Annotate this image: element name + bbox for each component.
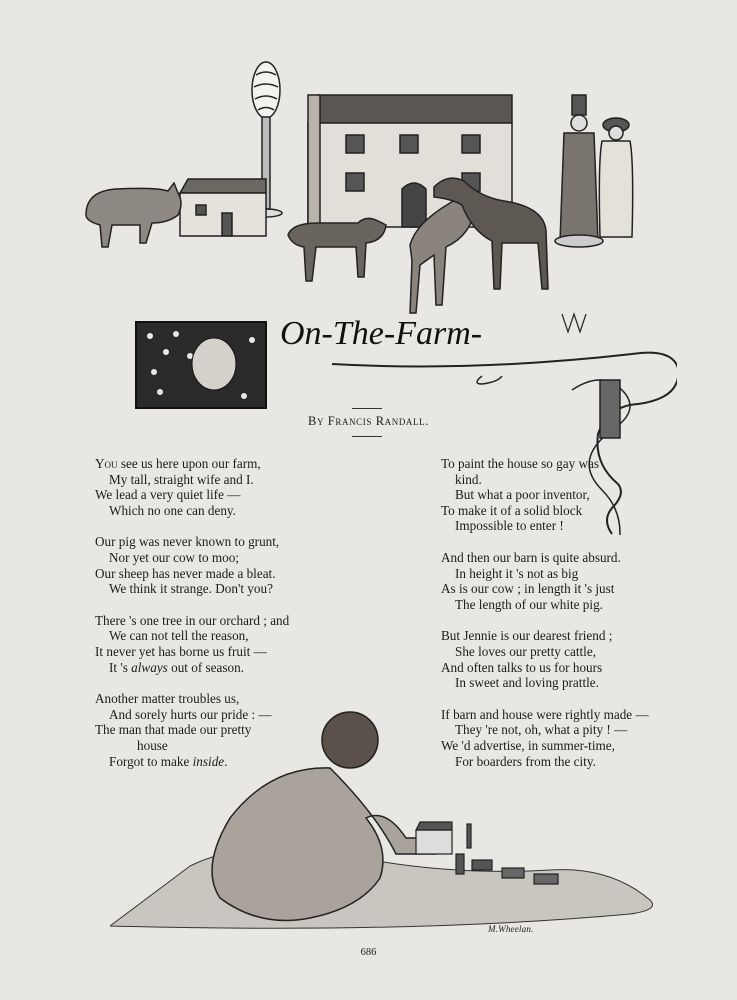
poem-line: We 'd advertise, in summer-time, [441,737,615,753]
poem-line: They 're not, oh, what a pity ! — [455,722,628,738]
artist-signature: M.Wheelan. [488,924,534,934]
poem-line: If barn and house were rightly made — [441,706,649,722]
toy-farm-illustration [70,55,690,320]
poem-line: It never yet has borne us fruit — [95,643,267,659]
poem-line: We lead a very quiet life — [95,487,241,503]
girl-head-icon [192,338,236,390]
title-text: On-The-Farm- [280,315,483,352]
poem-line: You see us here upon our farm, [95,456,261,471]
poem-line: To paint the house so gay was [441,456,600,471]
poem-line: But what a poor inventor, [455,487,590,503]
poem-stanza [441,456,701,534]
poem-line: We think it strange. Don't you? [109,581,273,597]
poem-line: The man that made our pretty [95,722,252,738]
byline-bottom-rule [352,436,382,437]
poem-stanza [95,613,395,675]
poem-line: To make it of a solid block [441,502,583,518]
poem-line: And often talks to us for hours [441,659,603,675]
poem-line: Which no one can deny. [109,502,236,518]
toy-small-house [180,179,266,236]
toy-farmer [599,118,632,237]
poem-line: And sorely hurts our pride : — [109,706,272,722]
poem-line: house [137,737,168,753]
poem-stanza [95,534,395,596]
child-playing-illustration [110,708,670,933]
toy-pig [86,183,181,247]
poem-line: And then our barn is quite absurd. [441,549,621,565]
poem-line: Our sheep has never made a bleat. [95,565,276,581]
poem-line: Another matter troubles us, [95,691,240,707]
poem-line: It 's always out of season. [109,659,244,675]
poem-stanza [441,550,701,612]
artist-monogram [562,314,586,332]
poem-line: Our pig was never known to grunt, [95,534,280,550]
poem-line: Nor yet our cow to moo; [109,549,240,565]
poem-line: In sweet and loving prattle. [455,675,599,691]
toy-cow [288,218,386,281]
poem-line: She loves our pretty cattle, [455,643,596,659]
byline [0,414,737,429]
poem-line: My tall, straight wife and I. [109,471,254,487]
poem-line: We can not tell the reason, [109,628,249,644]
poem-line: kind. [455,471,482,487]
poem-line: There 's one tree in our orchard ; and [95,612,290,628]
poem-line: Forgot to make inside. [109,753,228,769]
poem-stanza [95,456,395,518]
poem-stanza [441,628,701,690]
byline-text: By Francis Randall. [308,414,429,428]
poem-line: In height it 's not as big [455,565,579,581]
poem-line: Impossible to enter ! [455,518,564,534]
poem-line: The length of our white pig. [455,596,603,612]
poem-line: But Jennie is our dearest friend ; [441,628,613,644]
byline-top-rule [352,408,382,409]
page-number: 686 [360,947,377,958]
poem-line: As is our cow ; in length it 's just [441,581,615,597]
poem-line: For boarders from the city. [455,753,596,769]
toy-farmer-wife [555,95,603,247]
